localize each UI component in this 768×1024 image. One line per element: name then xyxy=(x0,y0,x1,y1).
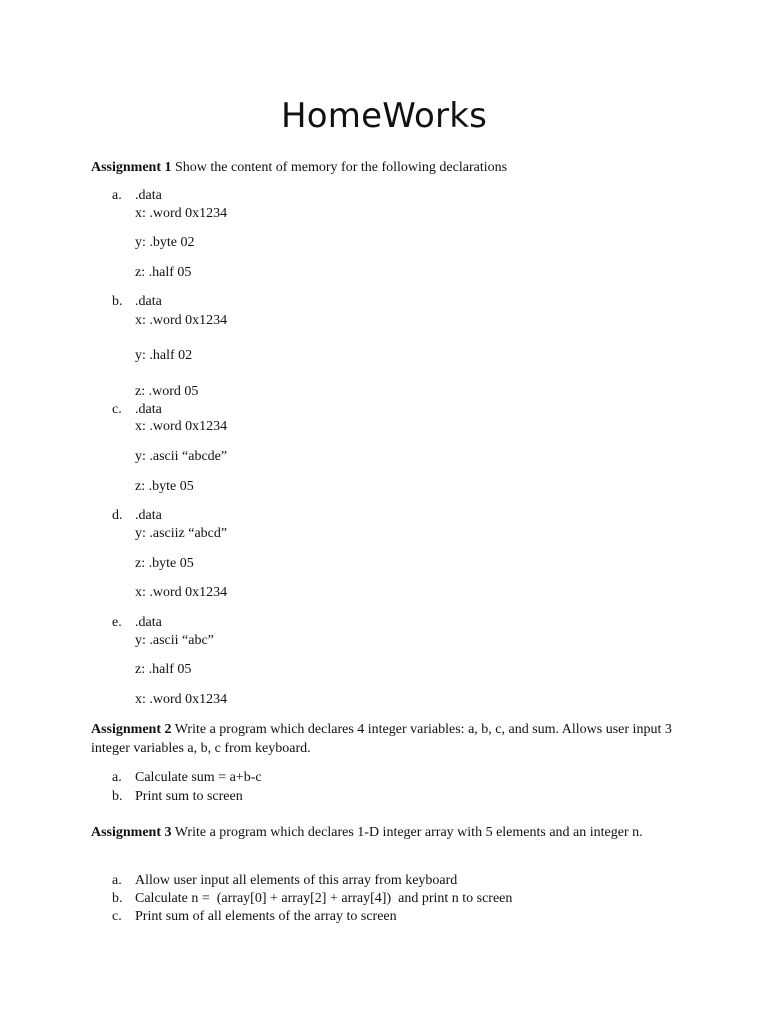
code-line: .data xyxy=(135,508,162,523)
assignment-1-heading xyxy=(91,158,681,177)
assignment-2-heading xyxy=(91,720,681,758)
code-line: z: .byte 05 xyxy=(135,479,194,494)
assignment-1-text: Show the content of memory for the following declarations xyxy=(171,160,508,175)
code-line: .data xyxy=(135,615,162,630)
list-item-marker: d. xyxy=(112,508,123,523)
assignment-2-label: Assignment 2 xyxy=(91,722,172,737)
list-item-marker: b. xyxy=(112,294,123,309)
list-item: Calculate n = (array[0] + array[2] + array[4]) and print n to screen xyxy=(135,891,513,906)
code-line: y: .ascii “abc” xyxy=(135,633,214,648)
assignment-1-label: Assignment 1 xyxy=(91,160,172,175)
assignment-3-heading xyxy=(91,823,681,842)
list-item-marker: e. xyxy=(112,615,122,630)
code-line: z: .half 05 xyxy=(135,265,192,280)
assignment-3-label: Assignment 3 xyxy=(91,825,172,840)
page-title: HomeWorks xyxy=(280,96,488,136)
code-line: x: .word 0x1234 xyxy=(135,313,228,328)
code-line: x: .word 0x1234 xyxy=(135,206,228,221)
list-item: Allow user input all elements of this array from keyboard xyxy=(135,873,458,888)
list-item: Calculate sum = a+b-c xyxy=(135,770,262,785)
code-line: y: .byte 02 xyxy=(135,235,195,250)
code-line: z: .half 05 xyxy=(135,662,192,677)
code-line: x: .word 0x1234 xyxy=(135,692,228,707)
code-line: .data xyxy=(135,294,162,309)
code-line: z: .byte 05 xyxy=(135,556,194,571)
code-line: z: .word 05 xyxy=(135,384,199,399)
list-item: Print sum to screen xyxy=(135,789,243,804)
list-item-marker: b. xyxy=(112,789,123,804)
code-line: y: .asciiz “abcd” xyxy=(135,526,228,541)
list-item-marker: a. xyxy=(112,873,122,888)
list-item-marker: c. xyxy=(112,909,122,924)
assignment-3-text: Write a program which declares 1-D integer array with 5 elements and an integer n. xyxy=(171,825,643,840)
list-item-marker: a. xyxy=(112,188,122,203)
list-item: Print sum of all elements of the array to screen xyxy=(135,909,397,924)
code-line: .data xyxy=(135,402,162,417)
code-line: y: .half 02 xyxy=(135,348,193,363)
list-item-marker: c. xyxy=(112,402,122,417)
list-item-marker: b. xyxy=(112,891,123,906)
assignment-2-text: Write a program which declares 4 integer variables: a, b, c, and sum. Allows user input 3 integer variables a, b, c from keyboard. xyxy=(91,722,672,756)
code-line: x: .word 0x1234 xyxy=(135,419,228,434)
code-line: x: .word 0x1234 xyxy=(135,585,228,600)
code-line: y: .ascii “abcde” xyxy=(135,449,228,464)
code-line: .data xyxy=(135,188,162,203)
list-item-marker: a. xyxy=(112,770,122,785)
